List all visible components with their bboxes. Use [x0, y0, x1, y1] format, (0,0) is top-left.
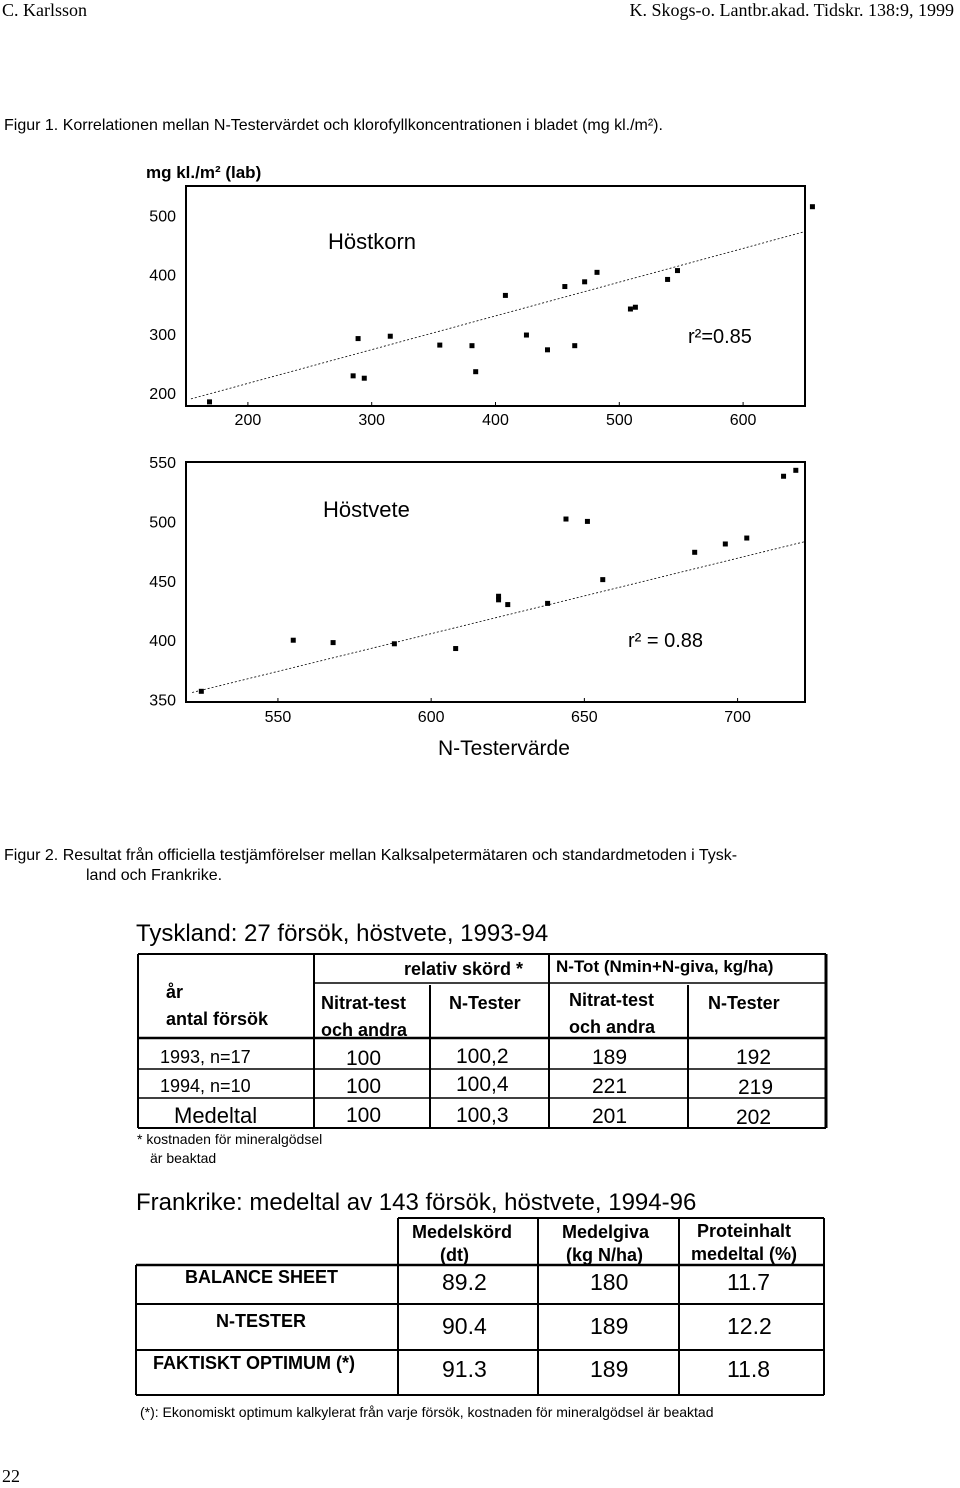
x-tick-label: 700	[724, 709, 751, 726]
x-tick-label: 600	[417, 709, 445, 726]
row2-c4: 219	[738, 1076, 774, 1099]
y-tick-label: 400	[149, 267, 176, 285]
running-author: C. Karlsson	[2, 0, 87, 20]
x-tick-label: 500	[605, 412, 633, 429]
y-tick-label: 450	[149, 573, 176, 591]
figure1-charts	[0, 150, 960, 780]
col-n-tester: N-Tester	[449, 993, 521, 1013]
data-point	[496, 594, 501, 599]
chart-title: Höstvete	[323, 497, 410, 522]
chart-r2-label: r²=0.85	[688, 326, 752, 348]
data-point	[793, 468, 798, 473]
data-point	[388, 334, 393, 339]
row1-c2: 100,2	[456, 1045, 509, 1068]
data-point	[545, 347, 550, 352]
row3-medelskord: 91.3	[442, 1356, 487, 1382]
data-point	[503, 293, 508, 298]
data-point	[199, 689, 204, 694]
tyskland-title: Tyskland: 27 försök, höstvete, 1993-94	[136, 920, 549, 947]
row-faktiskt-optimum: FAKTISKT OPTIMUM (*)	[153, 1353, 355, 1373]
plot-frame	[186, 462, 805, 702]
row1-c1: 100	[346, 1047, 382, 1070]
data-point	[453, 646, 458, 651]
row1-medelskord: 89.2	[442, 1269, 487, 1295]
row1-proteinhalt: 11.7	[727, 1269, 771, 1295]
col-nitrat-test2-a: Nitrat-test	[569, 990, 655, 1010]
rowhead-ar: år	[166, 982, 184, 1002]
x-tick-label: 200	[234, 412, 262, 429]
col-medelgiva-a: Medelgiva	[562, 1222, 650, 1242]
row3-c4: 202	[736, 1106, 772, 1129]
x-tick-label: 550	[264, 709, 292, 726]
y-tick-label: 500	[149, 208, 176, 226]
data-point	[723, 541, 728, 546]
data-point	[469, 343, 474, 348]
row-balance-sheet: BALANCE SHEET	[185, 1267, 339, 1287]
row2-label: 1994, n=10	[160, 1076, 251, 1096]
row3-medelgiva: 189	[590, 1356, 629, 1382]
data-point	[291, 638, 296, 643]
col-nitrat-test-a: Nitrat-test	[321, 993, 407, 1013]
tyskland-footnote-2: är beaktad	[150, 1150, 217, 1166]
trend-line	[192, 542, 805, 693]
row3-c1: 100	[346, 1104, 382, 1127]
col-nitrat-test-b: och andra	[321, 1020, 408, 1040]
data-point	[392, 641, 397, 646]
figure1-ylabel: mg kl./m² (lab)	[146, 163, 262, 182]
figure1-caption: Figur 1. Korrelationen mellan N-Testervärdet och klorofyllkoncentrationen i bladet (mg kl./m²).	[4, 117, 663, 134]
data-point	[572, 343, 577, 348]
row2-proteinhalt: 12.2	[727, 1313, 772, 1339]
col-nitrat-test2-b: och andra	[569, 1017, 656, 1037]
x-tick-label: 600	[729, 412, 757, 429]
frankrike-title: Frankrike: medeltal av 143 försök, höstvete, 1994-96	[136, 1189, 697, 1216]
data-point	[563, 517, 568, 522]
plot-frame	[186, 186, 805, 406]
data-point	[585, 519, 590, 524]
group-relativ-skord: relativ skörd *	[404, 959, 524, 979]
y-tick-label: 300	[149, 326, 176, 344]
figure2-caption	[4, 846, 737, 886]
data-point	[600, 577, 605, 582]
data-point	[524, 333, 529, 338]
row3-c3: 201	[592, 1105, 628, 1128]
frankrike-footnote: (*): Ekonomiskt optimum kalkylerat från varje försök, kostnaden för mineralgödsel är beaktad	[140, 1404, 714, 1420]
row3-label: Medeltal	[174, 1103, 258, 1128]
row2-c2: 100,4	[456, 1073, 509, 1096]
data-point	[633, 305, 638, 310]
hostvete-chart	[149, 455, 805, 726]
data-point	[505, 602, 510, 607]
row3-proteinhalt: 11.8	[727, 1356, 771, 1382]
data-point	[562, 284, 567, 289]
row2-medelgiva: 189	[590, 1313, 629, 1339]
col-proteinhalt-b: medeltal (%)	[691, 1244, 798, 1264]
col-proteinhalt-a: Proteinhalt	[697, 1221, 792, 1241]
data-point	[692, 550, 697, 555]
y-tick-label: 400	[149, 633, 176, 651]
col-medelgiva-b: (kg N/ha)	[566, 1245, 644, 1265]
data-point	[810, 204, 815, 209]
data-point	[665, 277, 670, 282]
row-n-tester: N-TESTER	[216, 1311, 306, 1331]
row1-medelgiva: 180	[590, 1269, 629, 1295]
col-medelskord-b: (dt)	[440, 1245, 469, 1265]
row1-label: 1993, n=17	[160, 1047, 251, 1067]
data-point	[437, 343, 442, 348]
chart-r2-label: r² = 0.88	[628, 630, 704, 652]
hostkorn-chart	[149, 186, 815, 429]
y-tick-label: 550	[149, 455, 176, 472]
data-point	[744, 536, 749, 541]
data-point	[595, 270, 600, 275]
group-ntot: N-Tot (Nmin+N-giva, kg/ha)	[556, 957, 774, 976]
data-point	[675, 268, 680, 273]
y-tick-label: 200	[149, 385, 176, 403]
data-point	[207, 399, 212, 404]
col-n-tester2: N-Tester	[708, 993, 780, 1013]
row2-medelskord: 90.4	[442, 1313, 487, 1339]
x-tick-label: 400	[482, 412, 509, 429]
row1-c4: 192	[736, 1046, 772, 1069]
data-point	[356, 336, 361, 341]
data-point	[781, 474, 786, 479]
y-tick-label: 350	[149, 692, 176, 710]
frankrike-table	[0, 1215, 960, 1425]
row2-c3: 221	[592, 1075, 628, 1098]
data-point	[582, 279, 587, 284]
data-point	[331, 640, 336, 645]
y-tick-label: 500	[149, 514, 176, 532]
figure1-xlabel: N-Testervärde	[438, 737, 570, 760]
trend-line	[191, 232, 805, 399]
row1-c3: 189	[592, 1046, 628, 1069]
data-point	[545, 601, 550, 606]
row3-c2: 100,3	[456, 1104, 509, 1127]
chart-title: Höstkorn	[328, 229, 417, 254]
x-tick-label: 300	[358, 412, 386, 429]
running-journal: K. Skogs-o. Lantbr.akad. Tidskr. 138:9, 1999	[629, 0, 954, 20]
data-point	[351, 373, 356, 378]
col-medelskord-a: Medelskörd	[412, 1222, 513, 1242]
figure2-caption-line1: Figur 2. Resultat från officiella testjämförelser mellan Kalksalpetermätaren och standardmetoden i Tysk-	[4, 847, 738, 864]
tyskland-table	[0, 945, 960, 1175]
data-point	[362, 376, 367, 381]
row2-c1: 100	[346, 1075, 382, 1098]
rowhead-antal: antal försök	[166, 1009, 269, 1029]
data-point	[628, 307, 633, 312]
data-point	[473, 369, 478, 374]
tyskland-footnote-1: * kostnaden för mineralgödsel	[137, 1131, 323, 1147]
x-tick-label: 650	[571, 709, 598, 726]
figure2-caption-line2: land och Frankrike.	[86, 867, 223, 884]
page-number: 22	[2, 1466, 20, 1486]
